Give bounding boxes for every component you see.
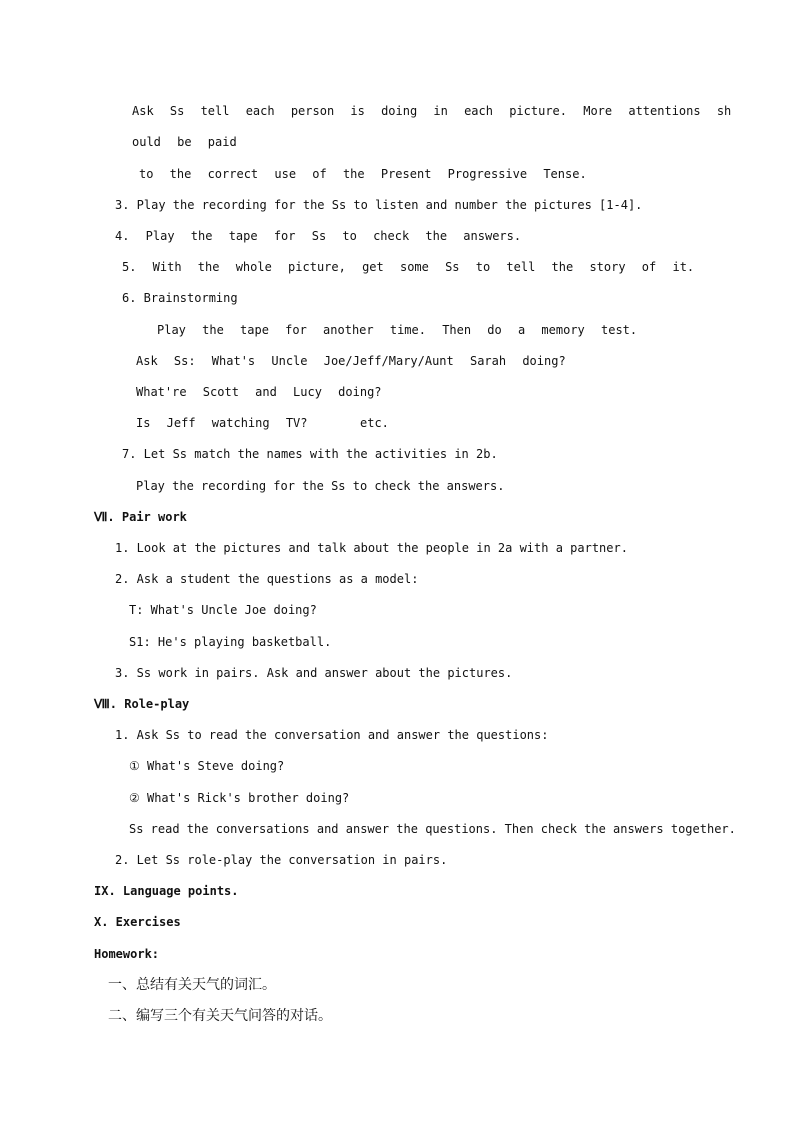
text-line: Play the recording for the Ss to check the answers.: [136, 479, 505, 493]
list-item: ② What's Rick's brother doing?: [129, 791, 350, 805]
list-item: 5. With the whole picture, get some Ss to tell the story of it.: [122, 260, 695, 274]
section-heading: Homework:: [94, 947, 160, 961]
list-item: 4. Play the tape for Ss to check the answers.: [115, 229, 522, 243]
text-line: etc.: [360, 416, 389, 430]
section-heading: Ⅶ. Pair work: [94, 510, 187, 524]
text-line: What're Scott and Lucy doing?: [136, 385, 382, 399]
list-item: 1. Look at the pictures and talk about the people in 2a with a partner.: [115, 541, 628, 555]
list-item: 1. Ask Ss to read the conversation and answer the questions:: [115, 728, 549, 742]
text-line: S1: He's playing basketball.: [129, 635, 332, 649]
section-heading: IX. Language points.: [94, 884, 239, 898]
text-line: Ask Ss: What's Uncle Joe/Jeff/Mary/Aunt Sarah doing?: [136, 354, 566, 368]
text-line: Ss read the conversations and answer the questions. Then check the answers together.: [129, 822, 736, 836]
list-item: 2. Ask a student the questions as a model:: [115, 572, 419, 586]
list-item: ① What's Steve doing?: [129, 759, 285, 773]
section-heading: X. Exercises: [94, 915, 181, 929]
text-line: Is Jeff watching TV?: [136, 416, 308, 430]
text-line: Ask Ss tell each person is doing in each picture. More attentions sh: [132, 104, 732, 118]
list-item: 3. Play the recording for the Ss to listen and number the pictures [1-4].: [115, 198, 643, 212]
list-item: 6. Brainstorming: [122, 291, 238, 305]
text-line: to the correct use of the Present Progressive Tense.: [139, 167, 587, 181]
text-line: Play the tape for another time. Then do a memory test.: [157, 323, 638, 337]
section-heading: Ⅷ. Role-play: [94, 697, 190, 711]
homework-item: 一、总结有关天气的词汇。: [108, 977, 276, 993]
homework-item: 二、编写三个有关天气问答的对话。: [108, 1008, 332, 1024]
list-item: 7. Let Ss match the names with the activities in 2b.: [122, 447, 498, 461]
text-line: T: What's Uncle Joe doing?: [129, 603, 317, 617]
list-item: 3. Ss work in pairs. Ask and answer about the pictures.: [115, 666, 513, 680]
list-item: 2. Let Ss role-play the conversation in pairs.: [115, 853, 448, 867]
text-line: ould be paid: [132, 135, 237, 149]
